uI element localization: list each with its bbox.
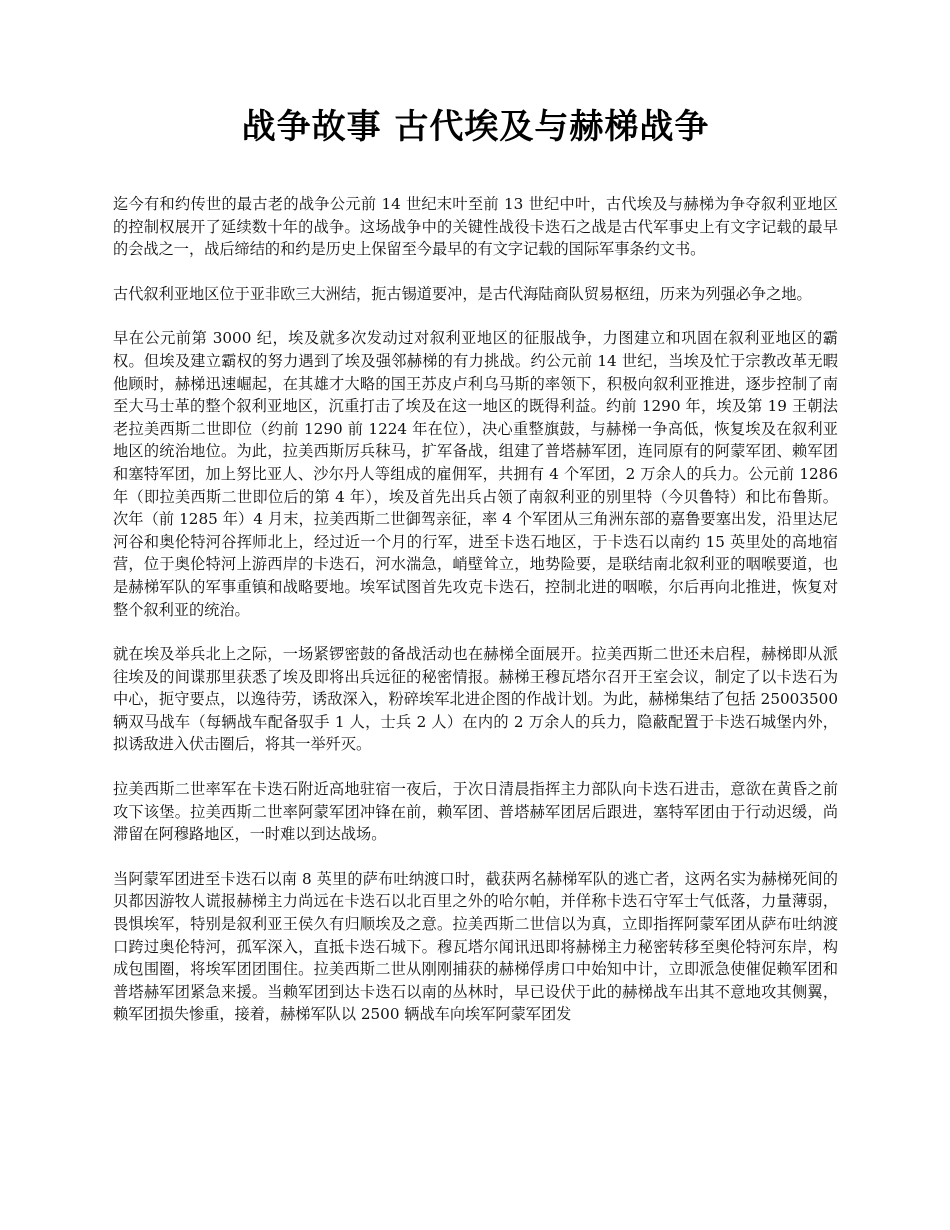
paragraph-geography: 古代叙利亚地区位于亚非欧三大洲结，扼古锡道要冲，是古代海陆商队贸易枢纽，历来为列强必争之地。	[113, 284, 812, 303]
paragraph-hittite-preparation: 就在埃及举兵北上之际，一场紧锣密鼓的备战活动也在赫梯全面展开。拉美西斯二世还未启程，赫梯即从派往埃及的间谍那里获悉了埃及即将出兵远征的秘密情报。赫梯王穆瓦塔尔召开王室会议，制定了以卡迭石为中心，扼守要点，以逸待劳，诱敌深入，粉碎埃军北进企图的作战计划。为此，赫梯集结了包括 25003500 辆双马战车（每辆战车配备驭手 1 人，士兵 2 人）在内的 2 万余人的兵力，隐蔽配置于卡迭石城堡内外，拟诱敌进入伏击圈后，将其一举歼灭。	[113, 645, 838, 754]
paragraph-ambush: 当阿蒙军团进至卡迭石以南 8 英里的萨布吐纳渡口时，截获两名赫梯军队的逃亡者，这两名实为赫梯死间的贝都因游牧人谎报赫梯主力尚远在卡迭石以北百里之外的哈尔帕，并佯称卡迭石守军士气低落，力量薄弱，畏惧埃军，特别是叙利亚王侯久有归顺埃及之意。拉美西斯二世信以为真，立即指挥阿蒙军团从萨布吐纳渡口跨过奥伦特河，孤军深入，直抵卡迭石城下。穆瓦塔尔闻讯迅即将赫梯主力秘密转移至奥伦特河东岸，构成包围圈，将埃军团团围住。拉美西斯二世从刚刚捕获的赫梯俘虏口中始知中计，立即派急使催促赖军团和普塔赫军团紧急来援。当赖军团到达卡迭石以南的丛林时，早已设伏于此的赫梯战车出其不意地攻其侧翼，赖军团损失惨重，接着，赫梯军队以 2500 辆战车向埃军阿蒙军团发	[113, 869, 838, 1024]
document-page	[113, 105, 838, 1048]
document-title: 战争故事 古代埃及与赫梯战争	[241, 107, 710, 147]
paragraph-egypt-background: 早在公元前第 3000 纪，埃及就多次发动过对叙利亚地区的征服战争，力图建立和巩固在叙利亚地区的霸权。但埃及建立霸权的努力遇到了埃及强邻赫梯的有力挑战。约公元前 14 世纪，当埃及忙于宗教改革无暇他顾时，赫梯迅速崛起，在其雄才大略的国王苏皮卢利乌马斯的率领下，积极向叙利亚推进，逐步控制了南至大马士革的整个叙利亚地区，沉重打击了埃及在这一地区的既得利益。约前 1290 年，埃及第 19 王朝法老拉美西斯二世即位（约前 1290 前 1224 年在位），决心重整旗鼓，与赫梯一争高低，恢复埃及在叙利亚地区的统治地位。为此，拉美西斯厉兵秣马，扩军备战，组建了普塔赫军团，连同原有的阿蒙军团、赖军团和塞特军团，加上努比亚人、沙尔丹人等组成的雇佣军，共拥有 4 个军团，2 万余人的兵力。公元前 1286 年（即拉美西斯二世即位后的第 4 年），埃及首先出兵占领了南叙利亚的别里特（今贝鲁特）和比布鲁斯。次年（前 1285 年）4 月末，拉美西斯二世御驾亲征，率 4 个军团从三角洲东部的嘉鲁要塞出发，沿里达尼河谷和奥伦特河谷挥师北上，经过近一个月的行军，进至卡迭石地区，于卡迭石以南约 15 英里处的高地宿营，位于奥伦特河上游西岸的卡迭石，河水湍急，峭壁耸立，地势险要，是联结南北叙利亚的咽喉要道，也是赫梯军队的军事重镇和战略要地。埃军试图首先攻克卡迭石，控制北进的咽喉，尔后再向北推进，恢复对整个叙利亚的统治。	[113, 329, 838, 619]
paragraph-intro: 迄今有和约传世的最古老的战争公元前 14 世纪末叶至前 13 世纪中叶，古代埃及与赫梯为争夺叙利亚地区的控制权展开了延续数十年的战争。这场战争中的关键性战役卡迭石之战是古代军事史上有文字记载的最早的会战之一，战后缔结的和约是历史上保留至今最早的有文字记载的国际军事条约文书。	[113, 195, 838, 259]
paragraph-ramesses-advance: 拉美西斯二世率军在卡迭石附近高地驻宿一夜后，于次日清晨指挥主力部队向卡迭石进击，意欲在黄昏之前攻下该堡。拉美西斯二世率阿蒙军团冲锋在前，赖军团、普塔赫军团居后跟进，塞特军团由于行动迟缓，尚滞留在阿穆路地区，一时难以到达战场。	[113, 780, 838, 844]
